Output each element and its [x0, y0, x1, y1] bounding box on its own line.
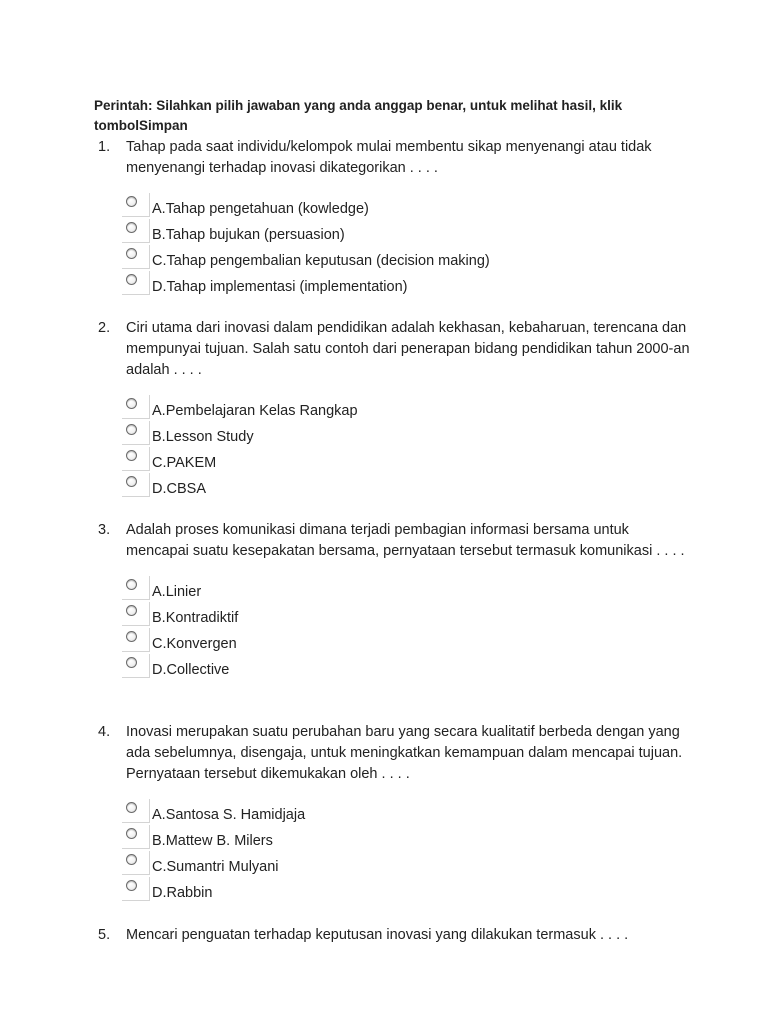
option-b[interactable]	[122, 606, 694, 632]
question-text: Tahap pada saat individu/kelompok mulai membentu sikap menyenangi atau tidak menyenangi terhadap inovasi dikategorikan . . . .	[126, 139, 652, 176]
radio-button-icon[interactable]	[126, 657, 137, 668]
option-label: D.Collective	[152, 662, 230, 678]
option-list	[122, 399, 694, 503]
option-label: C.Konvergen	[152, 636, 237, 652]
option-label: A.Pembelajaran Kelas Rangkap	[152, 403, 358, 419]
option-a[interactable]	[122, 197, 694, 223]
option-b[interactable]	[122, 829, 694, 855]
option-label: A.Tahap pengetahuan (kowledge)	[152, 201, 369, 217]
option-a[interactable]	[122, 580, 694, 606]
option-label: C.Sumantri Mulyani	[152, 859, 279, 875]
option-d[interactable]	[122, 275, 694, 301]
radio-button-icon[interactable]	[126, 196, 137, 207]
option-list	[122, 197, 694, 301]
question-3	[94, 520, 694, 684]
option-label: D.CBSA	[152, 481, 206, 497]
option-label: C.Tahap pengembalian keputusan (decision making)	[152, 253, 490, 269]
question-5	[94, 925, 694, 946]
question-text: Mencari penguatan terhadap keputusan inovasi yang dilakukan termasuk . . . .	[126, 927, 629, 943]
radio-button-icon[interactable]	[126, 802, 137, 813]
option-label: B.Lesson Study	[152, 429, 254, 445]
option-c[interactable]	[122, 249, 694, 275]
option-c[interactable]	[122, 855, 694, 881]
option-label: D.Rabbin	[152, 885, 213, 901]
option-d[interactable]	[122, 881, 694, 907]
option-label: A.Santosa S. Hamidjaja	[152, 807, 306, 823]
option-label: B.Tahap bujukan (persuasion)	[152, 227, 345, 243]
option-label: B.Kontradiktif	[152, 610, 239, 626]
question-number: 3.	[98, 522, 111, 538]
question-text: Ciri utama dari inovasi dalam pendidikan adalah kekhasan, kebaharuan, terencana dan mempunyai tujuan. Salah satu contoh dari penerapan bidang pendidikan tahun 2000-an adalah . . . .	[126, 320, 690, 378]
radio-button-icon[interactable]	[126, 248, 137, 259]
option-a[interactable]	[122, 803, 694, 829]
radio-button-icon[interactable]	[126, 631, 137, 642]
question-number: 1.	[98, 139, 111, 155]
radio-button-icon[interactable]	[126, 222, 137, 233]
radio-button-icon[interactable]	[126, 398, 137, 409]
radio-button-icon[interactable]	[126, 450, 137, 461]
radio-button-icon[interactable]	[126, 880, 137, 891]
option-label: A.Linier	[152, 584, 202, 600]
radio-button-icon[interactable]	[126, 854, 137, 865]
question-number: 5.	[98, 927, 111, 943]
option-c[interactable]	[122, 632, 694, 658]
option-label: C.PAKEM	[152, 455, 217, 471]
option-b[interactable]	[122, 425, 694, 451]
radio-button-icon[interactable]	[126, 424, 137, 435]
radio-button-icon[interactable]	[126, 828, 137, 839]
question-number: 4.	[98, 724, 111, 740]
question-2	[94, 318, 694, 503]
instruction-text: Perintah: Silahkan pilih jawaban yang anda anggap benar, untuk melihat hasil, klik tombolSimpan	[94, 98, 623, 133]
option-label: D.Tahap implementasi (implementation)	[152, 279, 408, 295]
radio-button-icon[interactable]	[126, 579, 137, 590]
question-text: Adalah proses komunikasi dimana terjadi pembagian informasi bersama untuk mencapai suatu kesepakatan bersama, pernyataan tersebut termasuk komunikasi . . . .	[126, 522, 685, 559]
option-list	[122, 580, 694, 684]
radio-button-icon[interactable]	[126, 605, 137, 616]
question-text: Inovasi merupakan suatu perubahan baru yang secara kualitatif berbeda dengan yang ada sebelumnya, disengaja, untuk meningkatkan kemampuan dalam mencapai tujuan. Pernyataan tersebut dikemukakan oleh . . . .	[126, 724, 683, 782]
option-a[interactable]	[122, 399, 694, 425]
question-number: 2.	[98, 320, 111, 336]
option-label: B.Mattew B. Milers	[152, 833, 273, 849]
option-list	[122, 803, 694, 907]
option-d[interactable]	[122, 477, 694, 503]
option-b[interactable]	[122, 223, 694, 249]
radio-button-icon[interactable]	[126, 274, 137, 285]
option-d[interactable]	[122, 658, 694, 684]
question-4	[94, 722, 694, 907]
question-1	[94, 137, 694, 301]
radio-button-icon[interactable]	[126, 476, 137, 487]
option-c[interactable]	[122, 451, 694, 477]
